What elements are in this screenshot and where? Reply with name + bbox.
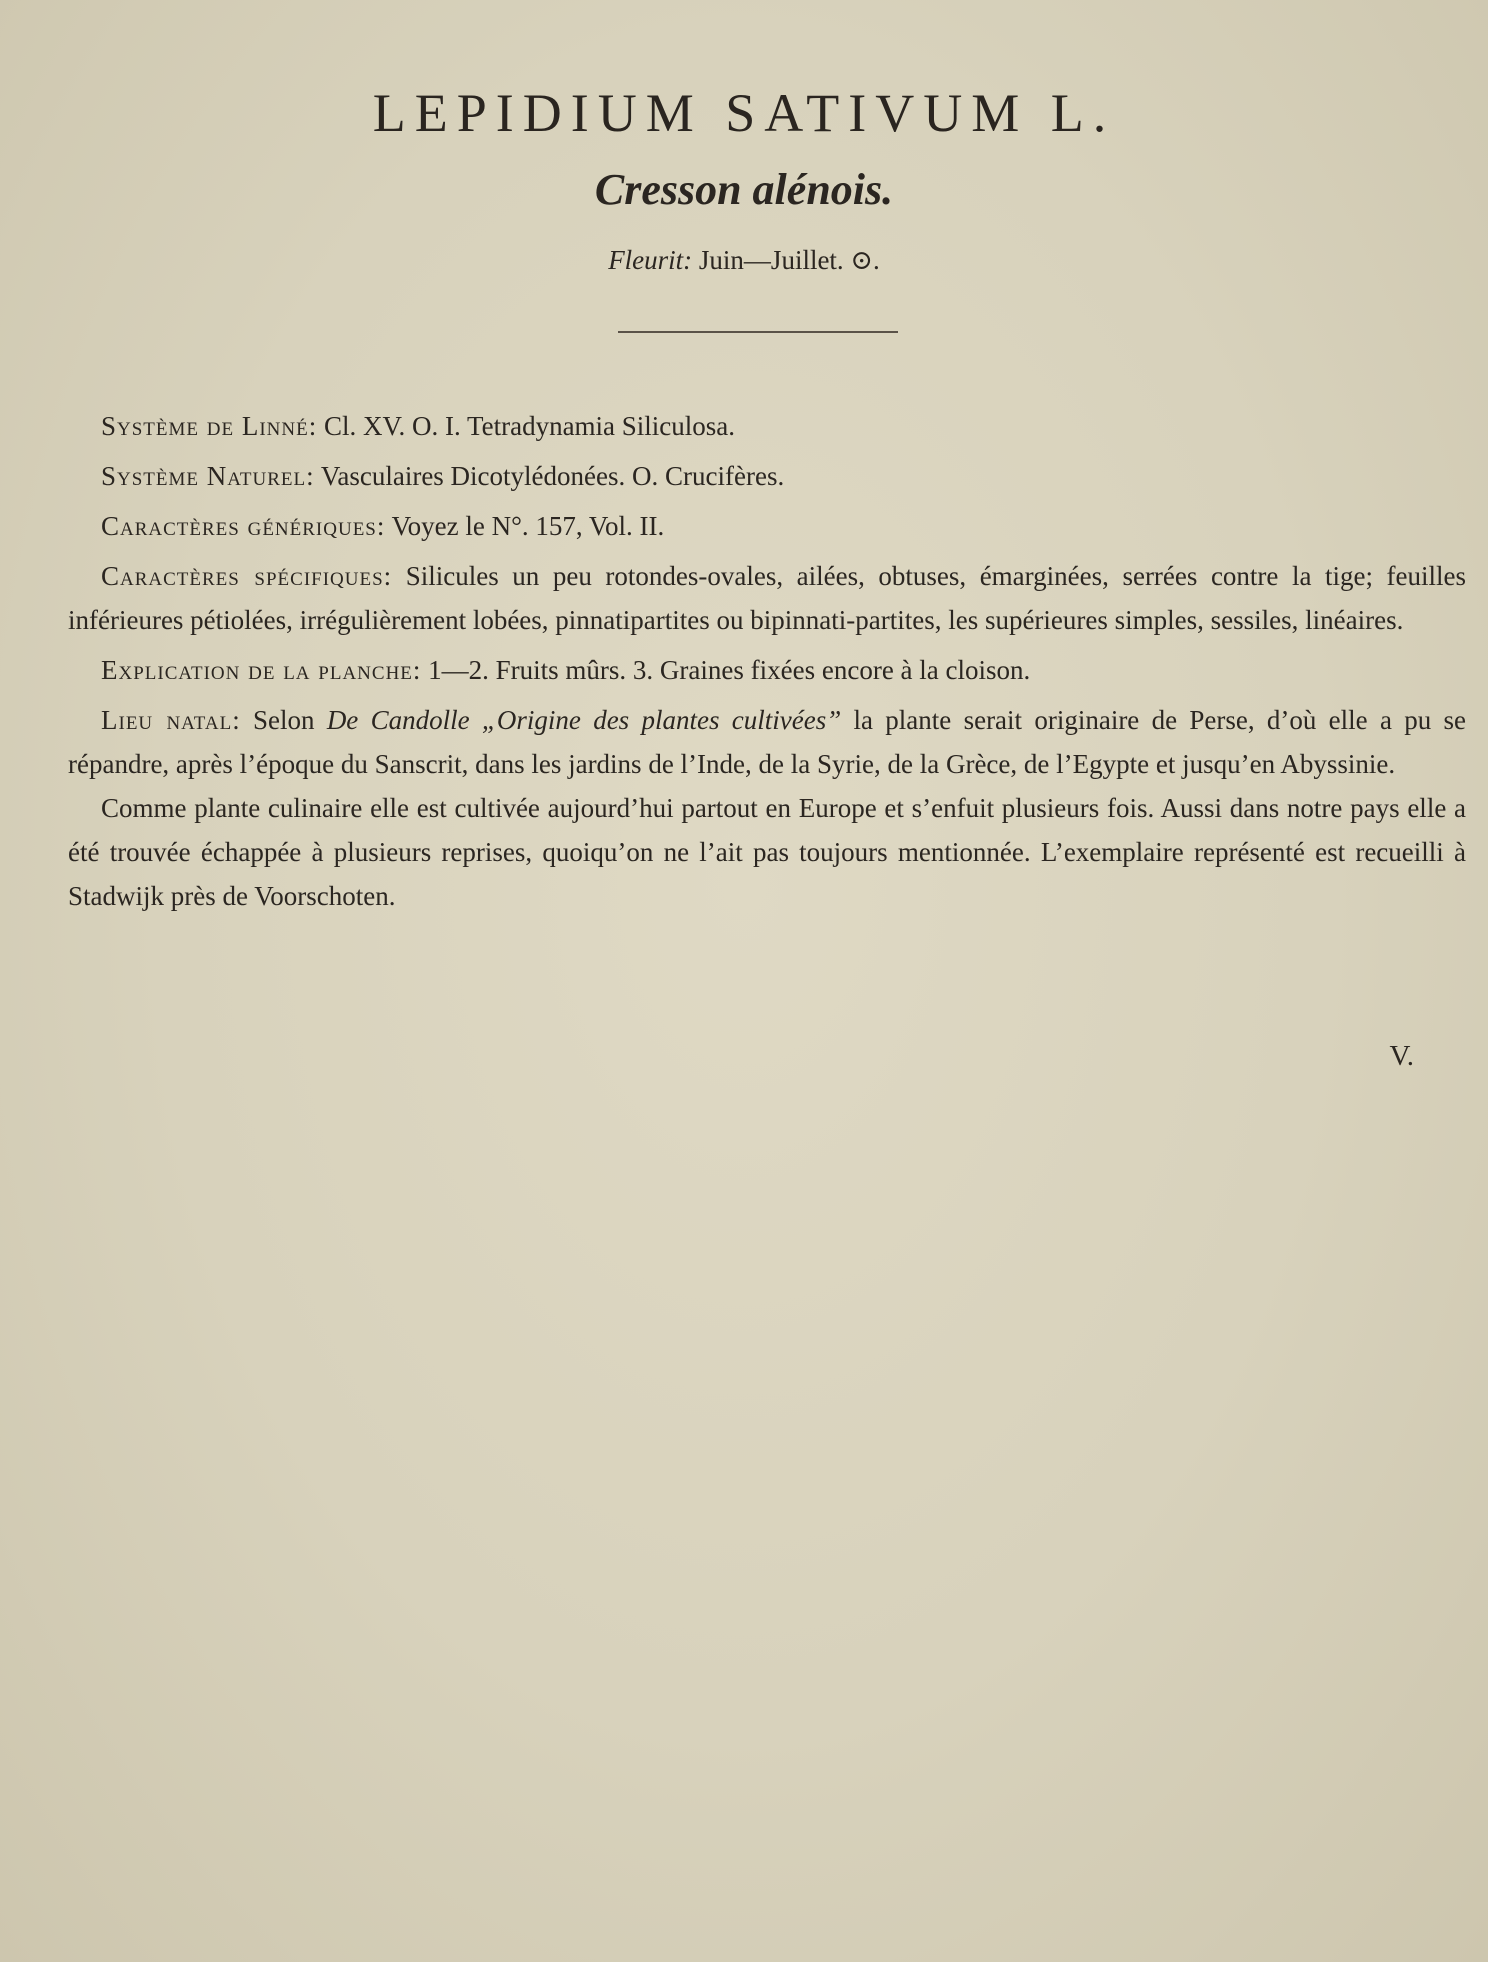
section-label: Lieu natal:: [101, 705, 241, 735]
section-label: Explication de la planche:: [101, 655, 422, 685]
page-title: LEPIDIUM SATIVUM L.: [372, 83, 1116, 143]
section-specific-characters: [68, 554, 1466, 642]
section-text: Vasculaires Dicotylédonées. O. Crucifères.: [320, 461, 785, 491]
section-label: Caractères spécifiques:: [101, 561, 393, 591]
section-generic-characters: [68, 504, 1466, 548]
closing-paragraph: Comme plante culinaire elle est cultivée aujourd’hui partout en Europe et s’enfuit plusieurs fois. Aussi dans notre pays elle a été trouvée échappée à plusieurs reprises, quoiqu’on ne l’ait pas toujours mentionnée. L’exemplaire représenté est recueilli à Stadwijk près de Voorschoten.: [68, 793, 1466, 911]
flowering-label: Fleurit:: [608, 245, 693, 275]
flowering-period: [0, 240, 1488, 280]
section-natural-system: [68, 454, 1466, 498]
section-text: Selon: [253, 705, 315, 735]
section-linnean-system: [68, 404, 1466, 448]
section-native-place: [68, 698, 1466, 786]
section-text: Cl. XV. O. I. Tetradynamia Siliculosa.: [323, 411, 736, 441]
section-label: Système de Linné:: [101, 411, 318, 441]
section-text: Silicules un peu rotondes-ovales, ailées, obtuses, émarginées, serrées contre la tige; feuilles inférieures pétiolées, irrégulièrement lobées, pinnatipartites ou bipinnati-partites, les supérieures simples, sessiles, linéaires.: [68, 561, 1467, 635]
section-label: Caractères génériques:: [101, 511, 386, 541]
flowering-value: Juin—Juillet. ⊙.: [698, 245, 880, 275]
section-text: Voyez le N°. 157, Vol. II.: [391, 511, 665, 541]
section-text: la plante serait originaire de Perse, d’où elle a pu se répandre, après l’époque du Sanscrit, dans les jardins de l’Inde, de la Syrie, de la Grèce, de l’Egypte et jusqu’en Abyssinie.: [68, 705, 1467, 779]
author-signature: V.: [1389, 1040, 1414, 1072]
section-text: 1—2. Fruits mûrs. 3. Graines fixées encore à la cloison.: [428, 655, 1031, 685]
cited-author: De Candolle: [326, 705, 470, 735]
description-body: [68, 404, 1466, 918]
title-divider: [618, 331, 898, 333]
common-name-subtitle: Cresson alénois.: [594, 165, 894, 214]
section-plate-explanation: [68, 648, 1466, 692]
section-label: Système Naturel:: [101, 461, 315, 491]
cited-book: „Origine des plantes cultivées”: [481, 705, 842, 735]
